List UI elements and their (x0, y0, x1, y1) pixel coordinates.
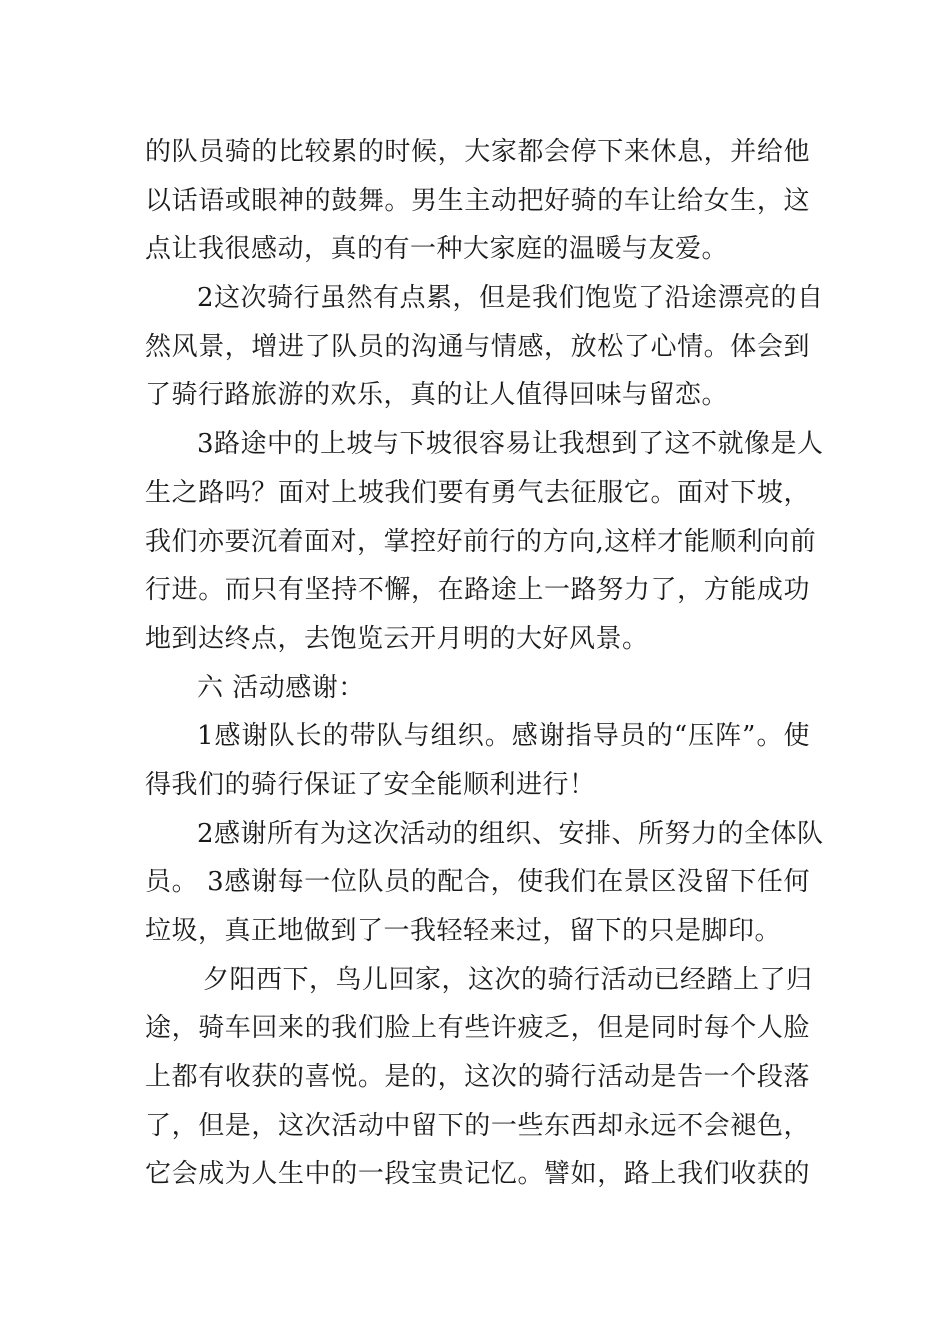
text-line: 点让我很感动，真的有一种大家庭的温暖与友爱。 (145, 234, 729, 265)
text-line: 它会成为人生中的一段宝贵记忆。譬如，路上我们收获的 (145, 1159, 810, 1190)
text-line: 2这次骑行虽然有点累，但是我们饱览了沿途漂亮的自 (197, 283, 824, 314)
text-line: 员。 3感谢每一位队员的配合，使我们在景区没留下任何 (145, 867, 810, 898)
text-line: 我们亦要沉着面对，掌控好前行的方向,这样才能顺利向前 (145, 526, 817, 557)
text-line: 以话语或眼神的鼓舞。男生主动把好骑的车让给女生，这 (145, 185, 810, 216)
text-line: 垃圾，真正地做到了一我轻轻来过，留下的只是脚印。 (145, 916, 782, 946)
text-line: 了，但是，这次活动中留下的一些东西却永远不会褪色， (145, 1110, 810, 1141)
text-line: 上都有收获的喜悦。是的，这次的骑行活动是告一个段落 (145, 1062, 810, 1093)
text-line: 途，骑车回来的我们脸上有些许疲乏，但是同时每个人脸 (145, 1013, 810, 1044)
section-heading: 六 活动感谢： (197, 672, 365, 703)
text-line: 夕阳西下，鸟儿回家，这次的骑行活动已经踏上了归 (203, 964, 813, 995)
text-line: 3路途中的上坡与下坡很容易让我想到了这不就像是人 (197, 429, 824, 460)
text-line: 生之路吗？面对上坡我们要有勇气去征服它。面对下坡， (145, 477, 810, 508)
text-line: 然风景，增进了队员的沟通与情感，放松了心情。体会到 (145, 331, 810, 362)
text-line: 得我们的骑行保证了安全能顺利进行！ (145, 769, 596, 800)
text-line: 地到达终点，去饱览云开月明的大好风景。 (145, 623, 649, 654)
document-body (145, 128, 824, 1199)
text-line: 1感谢队长的带队与组织。感谢指导员的“压阵”。使 (197, 721, 810, 752)
text-line: 了骑行路旅游的欢乐，真的让人值得回味与留恋。 (145, 380, 729, 411)
text-line: 行进。而只有坚持不懈，在路途上一路努力了，方能成功 (145, 575, 810, 606)
text-line: 2感谢所有为这次活动的组织、安排、所努力的全体队 (197, 818, 824, 849)
text-line: 的队员骑的比较累的时候，大家都会停下来休息，并给他 (145, 137, 810, 167)
